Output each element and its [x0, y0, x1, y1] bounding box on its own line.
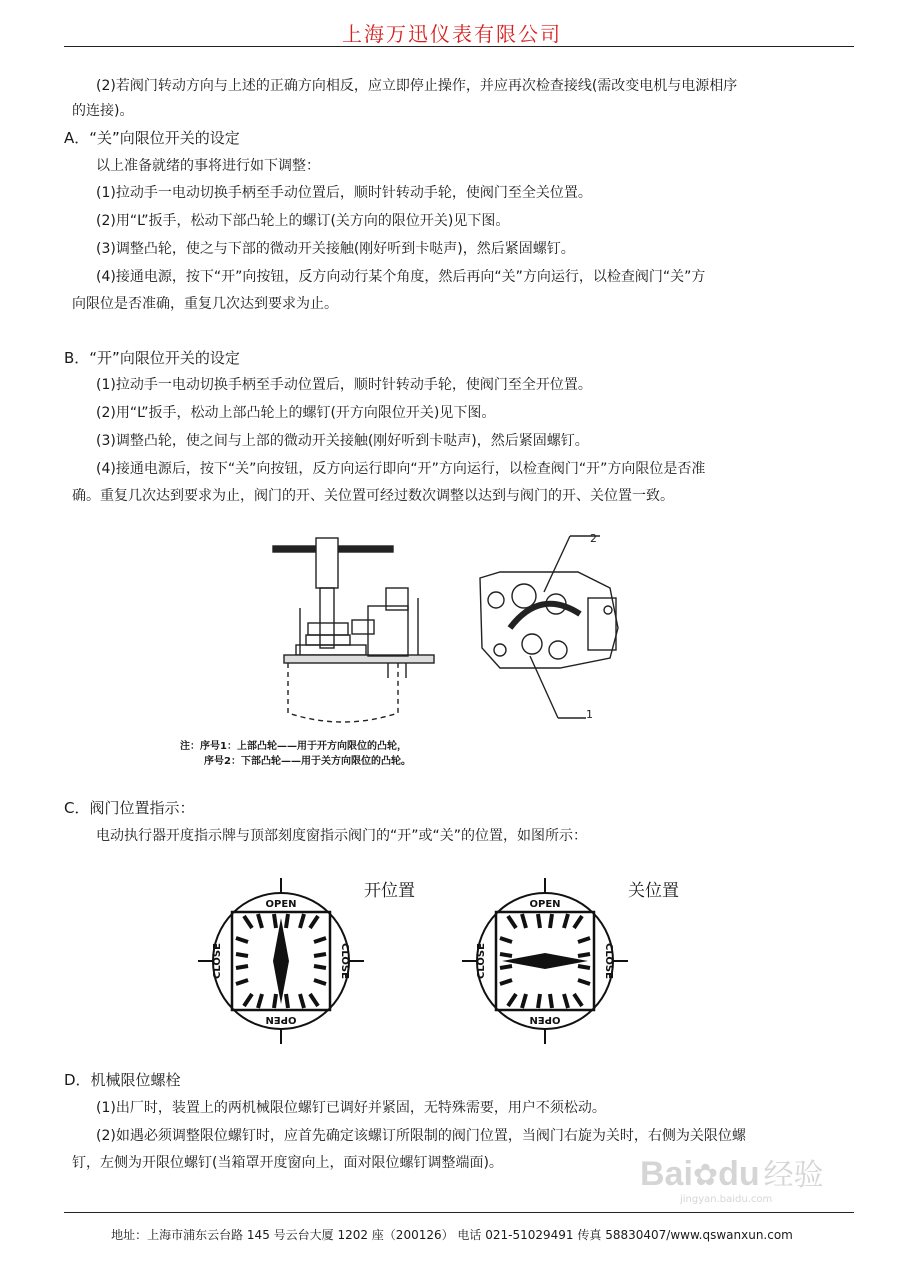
- footer-address: 地址：上海市浦东云台路 145 号云台大厦 1202 座（200126） 电话 021-51029491 传真 58830407/www.qswanxun.com: [111, 1228, 793, 1242]
- section-d-step-1: (1)出厂时，装置上的两机械限位螺钉已调好并紧固，无特殊需要，用户不须松动。: [96, 1100, 606, 1116]
- section-a-step-4b: 向限位是否准确，重复几次达到要求为止。: [72, 296, 338, 312]
- section-d-step-2b: 钉，左侧为开限位螺钉(当箱罩开度窗向上，面对限位螺钉调整端面)。: [72, 1155, 503, 1171]
- intro-line-2: 的连接)。: [72, 103, 134, 119]
- open-dial-right-label: CLOSE: [339, 943, 350, 979]
- close-dial-bottom-label: OPEN: [529, 1014, 561, 1025]
- cam-top-view-figure: [460, 528, 640, 728]
- callout-2: 2: [590, 532, 597, 545]
- intro-line-1: (2)若阀门转动方向与上述的正确方向相反，应立即停止操作，并应再次检查接线(需改变电机与电源相序: [96, 78, 738, 94]
- section-d-title: D．机械限位螺栓: [64, 1071, 181, 1089]
- figure-note-line-2: 序号2：下部凸轮——用于关方向限位的凸轮。: [204, 756, 411, 767]
- header-rule: [64, 46, 854, 47]
- watermark-brand-2: du: [718, 1155, 760, 1193]
- section-b-step-2: (2)用“L”扳手，松动上部凸轮上的螺钉(开方向限位开关)见下图。: [96, 405, 496, 421]
- open-position-caption: 开位置: [364, 881, 415, 901]
- open-dial-left-label: CLOSE: [212, 943, 223, 979]
- close-position-dial: [460, 876, 630, 1046]
- open-needle-icon: [273, 918, 289, 1004]
- cam-side-view-figure: [268, 528, 448, 728]
- open-dial-top-label: OPEN: [265, 899, 297, 910]
- watermark-url: jingyan.baidu.com: [680, 1194, 773, 1205]
- section-a-title: A．“关”向限位开关的设定: [64, 129, 240, 147]
- section-b-step-4a: (4)接通电源后，按下“关”向按钮，反方向运行即向“开”方向运行，以检查阀门“开”方向限位是否准: [96, 461, 706, 477]
- close-dial-top-label: OPEN: [529, 899, 561, 910]
- company-header: 上海万迅仪表有限公司: [342, 22, 562, 46]
- close-dial-right-label: CLOSE: [603, 943, 614, 979]
- section-a-step-4a: (4)接通电源，按下“开”向按钮，反方向动行某个角度，然后再向“关”方向运行，以检查阀门“关”方: [96, 269, 706, 285]
- section-b-step-4b: 确。重复几次达到要求为止，阀门的开、关位置可经过数次调整以达到与阀门的开、关位置一致。: [72, 488, 674, 504]
- footer-rule: [64, 1212, 854, 1213]
- baidu-watermark: [640, 1150, 860, 1220]
- open-dial-bottom-label: OPEN: [265, 1014, 297, 1025]
- close-needle-icon: [502, 953, 588, 969]
- open-position-dial: [196, 876, 366, 1046]
- close-position-caption: 关位置: [628, 881, 679, 901]
- section-b-title: B．“开”向限位开关的设定: [64, 349, 240, 367]
- section-c-lead: 电动执行器开度指示牌与顶部刻度窗指示阀门的“开”或“关”的位置，如图所示：: [96, 828, 588, 844]
- close-dial-left-label: CLOSE: [476, 943, 487, 979]
- section-b-step-3: (3)调整凸轮，使之间与上部的微动开关接触(刚好听到卡哒声)，然后紧固螺钉。: [96, 433, 589, 449]
- watermark-paw-icon: ✿: [692, 1158, 719, 1193]
- section-a-lead: 以上准备就绪的事将进行如下调整：: [96, 158, 320, 174]
- section-d-step-2a: (2)如遇必须调整限位螺钉时，应首先确定该螺订所限制的阀门位置，当阀门右旋为关时，右侧为关限位螺: [96, 1128, 746, 1144]
- watermark-suffix: 经验: [763, 1158, 824, 1193]
- section-b-step-1: (1)拉动手一电动切换手柄至手动位置后，顺时针转动手轮，使阀门至全开位置。: [96, 377, 592, 393]
- section-a-step-1: (1)拉动手一电动切换手柄至手动位置后，顺时针转动手轮，使阀门至全关位置。: [96, 185, 592, 201]
- figure-note-line-1: 注：序号1：上部凸轮——用于开方向限位的凸轮，: [180, 741, 407, 752]
- section-c-title: C．阀门位置指示：: [64, 799, 195, 817]
- section-a-step-3: (3)调整凸轮，使之与下部的微动开关接触(刚好听到卡哒声)，然后紧固螺钉。: [96, 241, 575, 257]
- watermark-brand: Bai: [640, 1155, 693, 1193]
- section-a-step-2: (2)用“L”扳手，松动下部凸轮上的螺订(关方向的限位开关)见下图。: [96, 213, 510, 229]
- callout-1: 1: [586, 708, 593, 721]
